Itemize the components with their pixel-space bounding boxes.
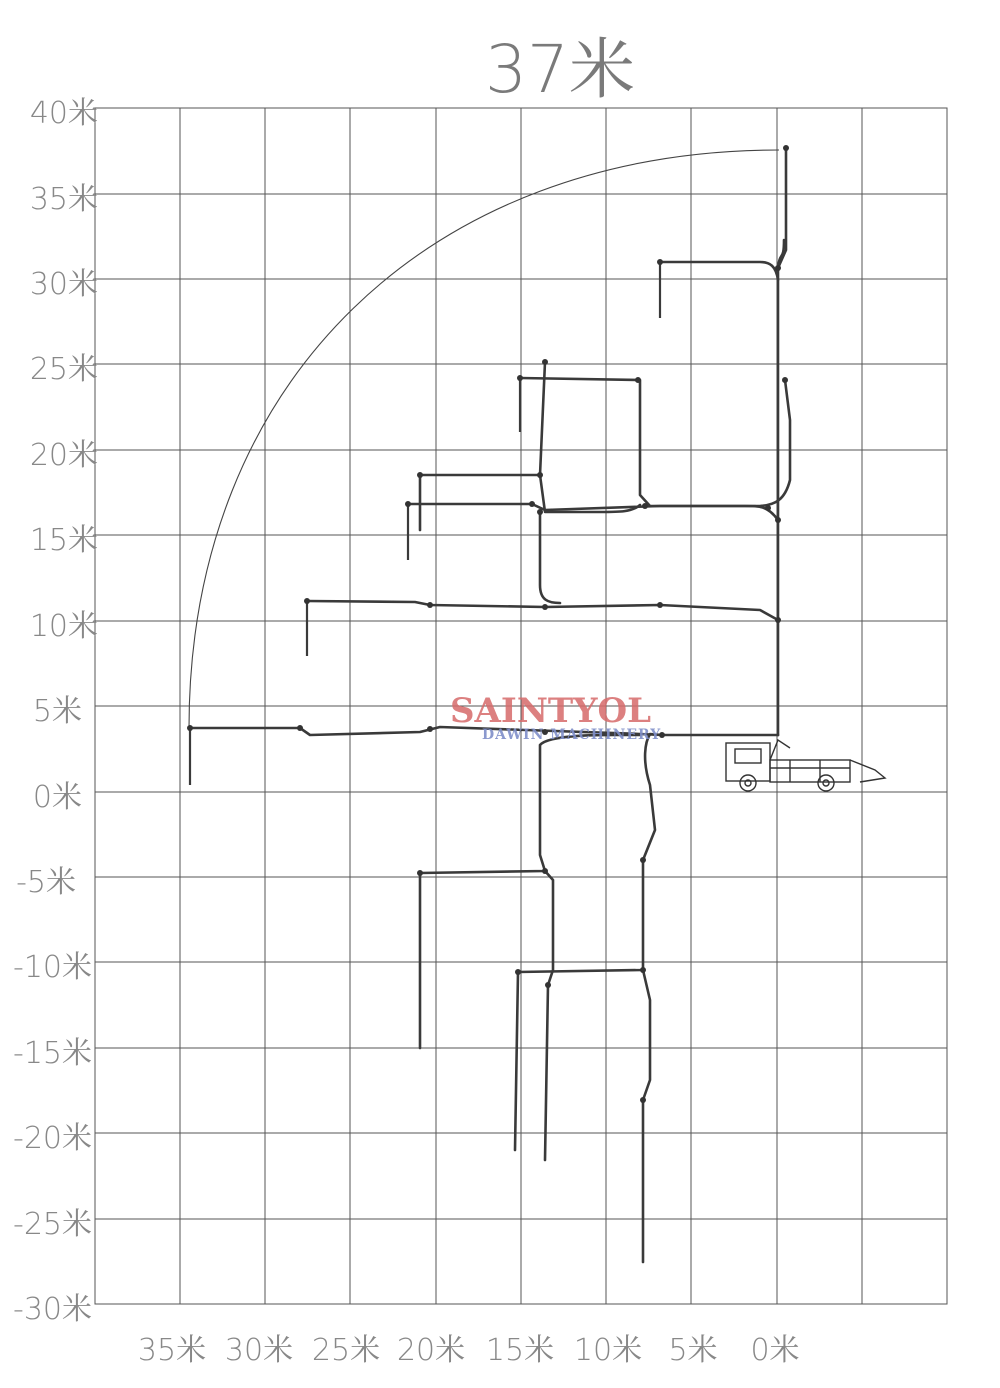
hinge-markers bbox=[187, 145, 789, 1103]
boom-position-f2 bbox=[420, 735, 640, 1048]
pump-truck bbox=[726, 740, 885, 791]
boom-position-c2 bbox=[540, 512, 560, 603]
y-tick-label: 40米 bbox=[29, 96, 98, 131]
boom-position-d bbox=[520, 378, 790, 506]
brand-subtitle: DAWIN MACHINERY bbox=[482, 727, 662, 743]
boom-position-f bbox=[515, 734, 662, 1150]
y-tick-label: -25米 bbox=[13, 1207, 92, 1242]
y-tick-label: 35米 bbox=[29, 182, 98, 217]
y-tick-label: 25米 bbox=[29, 352, 98, 387]
x-tick-label: 20米 bbox=[396, 1333, 466, 1368]
y-tick-label: 0米 bbox=[32, 780, 82, 815]
x-axis-labels bbox=[138, 1333, 800, 1368]
boom-position-e bbox=[660, 262, 778, 280]
x-tick-label: 5米 bbox=[668, 1333, 718, 1368]
y-tick-label: -20米 bbox=[13, 1121, 92, 1156]
y-tick-label: -10米 bbox=[13, 950, 92, 985]
x-tick-label: 10米 bbox=[573, 1333, 643, 1368]
chart-title: 37米 bbox=[485, 31, 635, 108]
y-tick-label: 5米 bbox=[32, 694, 82, 729]
boom-position-b bbox=[307, 601, 778, 620]
boom-position-f3 bbox=[545, 871, 553, 1160]
y-tick-label: -5米 bbox=[16, 865, 76, 900]
y-tick-label: 30米 bbox=[29, 267, 98, 302]
x-tick-label: 35米 bbox=[137, 1333, 207, 1368]
x-tick-label: 15米 bbox=[485, 1333, 555, 1368]
brand-name: SAINTYOL bbox=[450, 691, 652, 731]
brand-watermark bbox=[450, 691, 661, 743]
y-axis-labels bbox=[13, 96, 98, 1327]
y-tick-label: -30米 bbox=[13, 1292, 92, 1327]
x-tick-label: 30米 bbox=[224, 1333, 294, 1368]
y-tick-label: 10米 bbox=[29, 609, 98, 644]
boom-position-f4 bbox=[643, 970, 650, 1262]
x-tick-label: 0米 bbox=[750, 1333, 800, 1368]
x-tick-label: 25米 bbox=[311, 1333, 381, 1368]
boom-vertical bbox=[778, 148, 786, 735]
y-tick-label: 15米 bbox=[29, 523, 98, 558]
y-tick-label: -15米 bbox=[13, 1036, 92, 1071]
y-tick-label: 20米 bbox=[29, 438, 98, 473]
